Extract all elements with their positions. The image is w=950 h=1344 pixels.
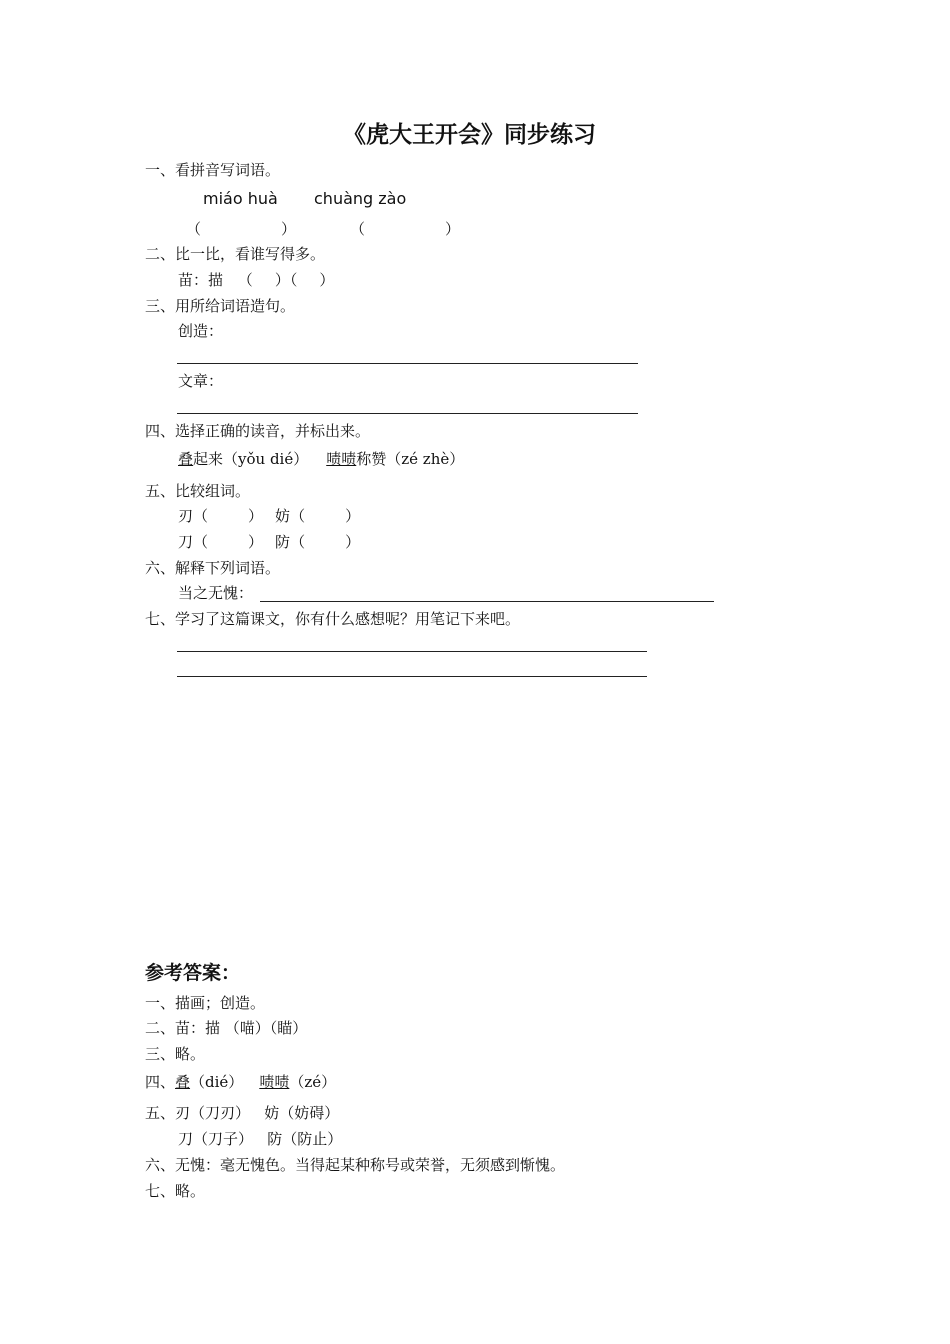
q5-row-1 [178, 509, 360, 524]
q5-answer-box-1[interactable]: （ ） [193, 507, 264, 525]
answer-6: 六、无愧：毫无愧色。当得起某种称号或荣誉，无须感到惭愧。 [145, 1156, 566, 1174]
q7-write-line-2[interactable] [177, 676, 647, 677]
q5-answer-box-2[interactable]: （ ） [290, 507, 361, 525]
q5-row-2 [178, 535, 360, 550]
answer-5-line-1: 五、刃（刀刃） 妨（妨碍） [145, 1104, 340, 1122]
q1-pinyin-1: miáo huà [203, 189, 278, 208]
q1-answer-box-2[interactable]: （ ） [350, 220, 461, 238]
answer-4-char-1: 叠 [175, 1073, 191, 1091]
page-title: 《虎大王开会》同步练习 [343, 122, 596, 148]
q4-item2-chars: 啧啧 [326, 450, 357, 468]
answer-4-prefix: 四、 [145, 1073, 176, 1091]
q3-write-line-1[interactable] [177, 363, 638, 364]
answer-4 [145, 1075, 336, 1090]
q1-heading: 一、看拼音写词语。 [145, 161, 281, 179]
q4-items [178, 452, 464, 467]
q4-item1-char: 叠 [178, 450, 194, 468]
q4-heading: 四、选择正确的读音，并标出来。 [145, 422, 371, 440]
answer-4-char-2: 啧啧 [259, 1073, 290, 1091]
answer-2: 二、苗：描 （喵）（瞄） [145, 1019, 308, 1037]
q6-word: 当之无愧： [178, 584, 254, 602]
q3-write-line-2[interactable] [177, 413, 638, 414]
answer-3: 三、略。 [145, 1045, 206, 1063]
answers-heading: 参考答案： [145, 962, 241, 984]
q5-char-1: 刃 [178, 507, 194, 525]
q7-heading: 七、学习了这篇课文，你有什么感想呢？用笔记下来吧。 [145, 610, 521, 628]
q3-heading: 三、用所给词语造句。 [145, 297, 296, 315]
answer-4-mid: （dié） [190, 1073, 244, 1091]
q5-char-4: 防 [275, 533, 291, 551]
q5-char-2: 妨 [275, 507, 291, 525]
q5-char-3: 刀 [178, 533, 194, 551]
q2-answer-box-2[interactable]: （ ） [289, 271, 335, 289]
q4-item1-rest[interactable]: 起来（yǒu dié） [193, 450, 309, 468]
answer-5-line-2: 刀（刀子） 防（防止） [178, 1130, 343, 1148]
q7-write-line-1[interactable] [177, 651, 647, 652]
answer-1: 一、描画；创造。 [145, 994, 266, 1012]
q2-answer-box-1[interactable]: （ ） [237, 271, 290, 289]
q1-pinyin-2: chuàng zào [314, 189, 407, 208]
q1-answer-box-1[interactable]: （ ） [186, 220, 297, 238]
q2-heading: 二、比一比，看谁写得多。 [145, 245, 326, 263]
q5-answer-box-3[interactable]: （ ） [193, 533, 264, 551]
q5-heading: 五、比较组词。 [145, 482, 251, 500]
q3-word-2: 文章： [178, 372, 224, 390]
q5-answer-box-4[interactable]: （ ） [290, 533, 361, 551]
q4-item2-rest[interactable]: 称赞（zé zhè） [356, 450, 465, 468]
q2-line [178, 273, 334, 288]
answer-4-end: （zé） [289, 1073, 337, 1091]
q2-chars: 苗：描 [178, 271, 224, 289]
q6-write-line[interactable] [260, 601, 714, 602]
q3-word-1: 创造： [178, 322, 224, 340]
answer-7: 七、略。 [145, 1182, 206, 1200]
q6-heading: 六、解释下列词语。 [145, 559, 281, 577]
